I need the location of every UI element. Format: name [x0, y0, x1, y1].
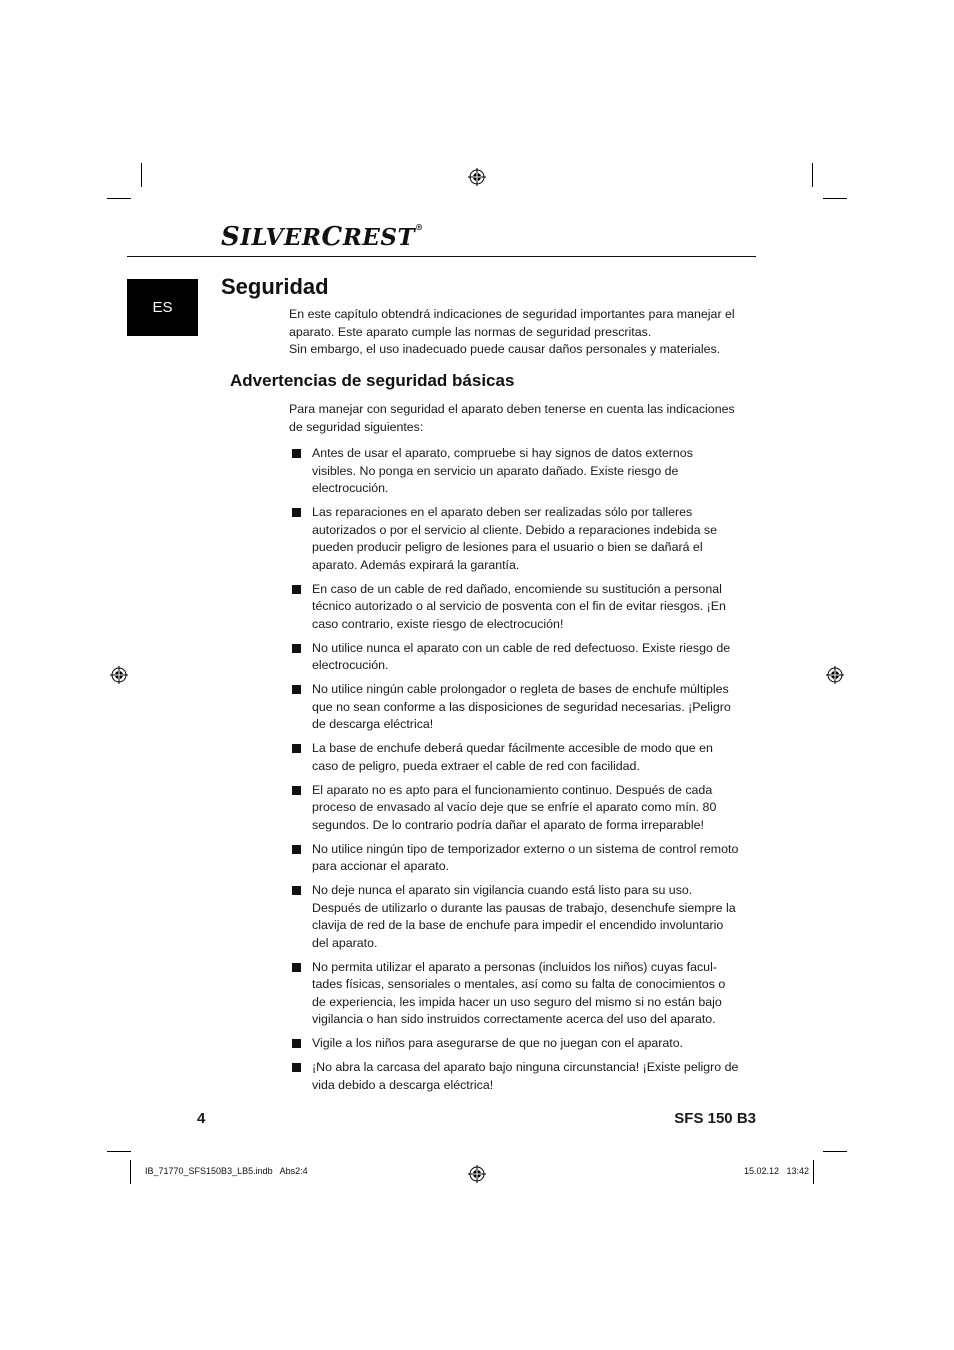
language-tab-label: ES — [152, 299, 173, 316]
model-number: SFS 150 B3 — [674, 1110, 756, 1127]
page-number: 4 — [197, 1110, 206, 1127]
list-item — [289, 445, 739, 498]
list-item-text: Antes de usar el aparato, compruebe si hay signos de datos externos visibles. No ponga en servicio un aparato dañado. Existe riesgo de electrocución. — [312, 446, 693, 495]
list-item — [289, 882, 739, 952]
brand-word-part: ILVER — [240, 224, 322, 251]
bullet-square-icon — [292, 886, 301, 895]
list-item-text: El aparato no es apto para el funcionamiento continuo. Después de cada proceso de envasado al vacío deje que se enfríe el aparato como mín. 80 segundos. De lo contrario podría dañar el aparato de forma irreparable! — [312, 782, 717, 832]
list-item-text: No deje nunca el aparato sin vigilancia cuando está listo para su uso. Después de utilizarlo o durante las pausas de trabajo, desenchufe siempre la clavija de red de la base de enchufe para impedir el encendido involuntario del aparato. — [312, 883, 736, 950]
crop-mark — [813, 1160, 814, 1184]
list-item — [289, 504, 739, 574]
list-item — [289, 782, 739, 835]
print-slug-file: IB_71770_SFS150B3_LB5.indb Abs2:4 — [145, 1166, 308, 1176]
list-item-text: Las reparaciones en el aparato deben ser realizadas sólo por talleres autorizados o por el servicio al cliente. Debido a reparaciones indebida se pueden producir peligro de lesiones para el usuario o bien se dañará el aparato. Además expirará la garantía. — [312, 505, 718, 572]
language-tab — [127, 279, 198, 336]
header-divider — [127, 256, 756, 257]
list-item — [289, 681, 739, 734]
registered-mark: ® — [415, 222, 424, 232]
list-item-text: Vigile a los niños para asegurarse de que no juegan con el aparato. — [312, 1036, 684, 1050]
list-item-text: ¡No abra la carcasa del aparato bajo ninguna circunstancia! ¡Existe peligro de vida debido a descarga eléctrica! — [312, 1060, 739, 1092]
brand-initial: S — [221, 222, 241, 252]
section-title: Seguridad — [221, 274, 329, 299]
bullet-square-icon — [292, 963, 301, 972]
intro-paragraph: Sin embargo, el uso inadecuado puede causar daños personales y materiales. — [289, 342, 721, 356]
bullet-square-icon — [292, 786, 301, 795]
list-item — [289, 841, 739, 876]
list-item-text: En caso de un cable de red dañado, encomiende su sustitución a personal técnico autorizado o al servicio de posventa con el fin de evitar riesgos. ¡En caso contrario, existe riesgo de electrocución! — [312, 581, 726, 631]
registration-mark-icon — [826, 666, 844, 684]
list-item — [289, 581, 739, 634]
list-item — [289, 1059, 739, 1094]
list-item — [289, 740, 739, 775]
bullet-square-icon — [292, 508, 301, 517]
warning-list — [289, 445, 739, 1101]
intro-paragraph: En este capítulo obtendrá indicaciones de seguridad importantes para manejar el aparato. Este aparato cumple las normas de seguridad prescritas. — [289, 307, 735, 339]
registration-mark-icon — [110, 666, 128, 684]
crop-mark — [107, 1151, 131, 1152]
bullet-square-icon — [292, 585, 301, 594]
crop-mark — [107, 198, 131, 199]
bullet-square-icon — [292, 1063, 301, 1072]
bullet-square-icon — [292, 1039, 301, 1048]
list-item — [289, 959, 739, 1029]
list-item-text: No permita utilizar el aparato a personas (incluidos los niños) cuyas facul-tades físicas, sensoriales o mentales, así como su falta de conocimientos o de experiencia, les impida hacer un uso seguro del mismo si no están bajo vigilancia o han sido instruidos correctamente acerca del uso del aparato. — [312, 959, 726, 1026]
brand-logo — [221, 222, 424, 252]
registration-mark-icon — [468, 1165, 486, 1183]
list-item — [289, 640, 739, 675]
list-item-text: No utilice ningún tipo de temporizador externo o un sistema de control remoto para accionar el aparato. — [312, 841, 739, 873]
registration-mark-icon — [468, 168, 486, 186]
section-intro — [289, 306, 739, 359]
subsection-title: Advertencias de seguridad básicas — [230, 371, 515, 390]
list-item-text: La base de enchufe deberá quedar fácilmente accesible de modo que en caso de peligro, pueda extraer el cable de red con facilidad. — [312, 741, 713, 773]
subsection-lead: Para manejar con seguridad el aparato deben tenerse en cuenta las indicaciones de seguridad siguientes: — [289, 402, 735, 434]
print-slug-date: 15.02.12 13:42 — [743, 1166, 809, 1176]
brand-initial: C — [321, 222, 343, 252]
crop-mark — [812, 163, 813, 187]
bullet-square-icon — [292, 845, 301, 854]
crop-mark — [823, 198, 847, 199]
bullet-square-icon — [292, 744, 301, 753]
crop-mark — [130, 1160, 131, 1184]
bullet-square-icon — [292, 644, 301, 653]
bullet-square-icon — [292, 685, 301, 694]
crop-mark — [823, 1151, 847, 1152]
crop-mark — [141, 163, 142, 187]
bullet-square-icon — [292, 449, 301, 458]
list-item-text: No utilice ningún cable prolongador o regleta de bases de enchufe múltiples que no sean conforme a las disposiciones de seguridad necesarias. ¡Peligro de descarga eléctrica! — [312, 682, 731, 731]
list-item-text: No utilice nunca el aparato con un cable de red defectuoso. Existe riesgo de electrocución. — [312, 640, 731, 672]
list-item — [289, 1035, 739, 1053]
brand-word-part: REST — [342, 224, 416, 251]
